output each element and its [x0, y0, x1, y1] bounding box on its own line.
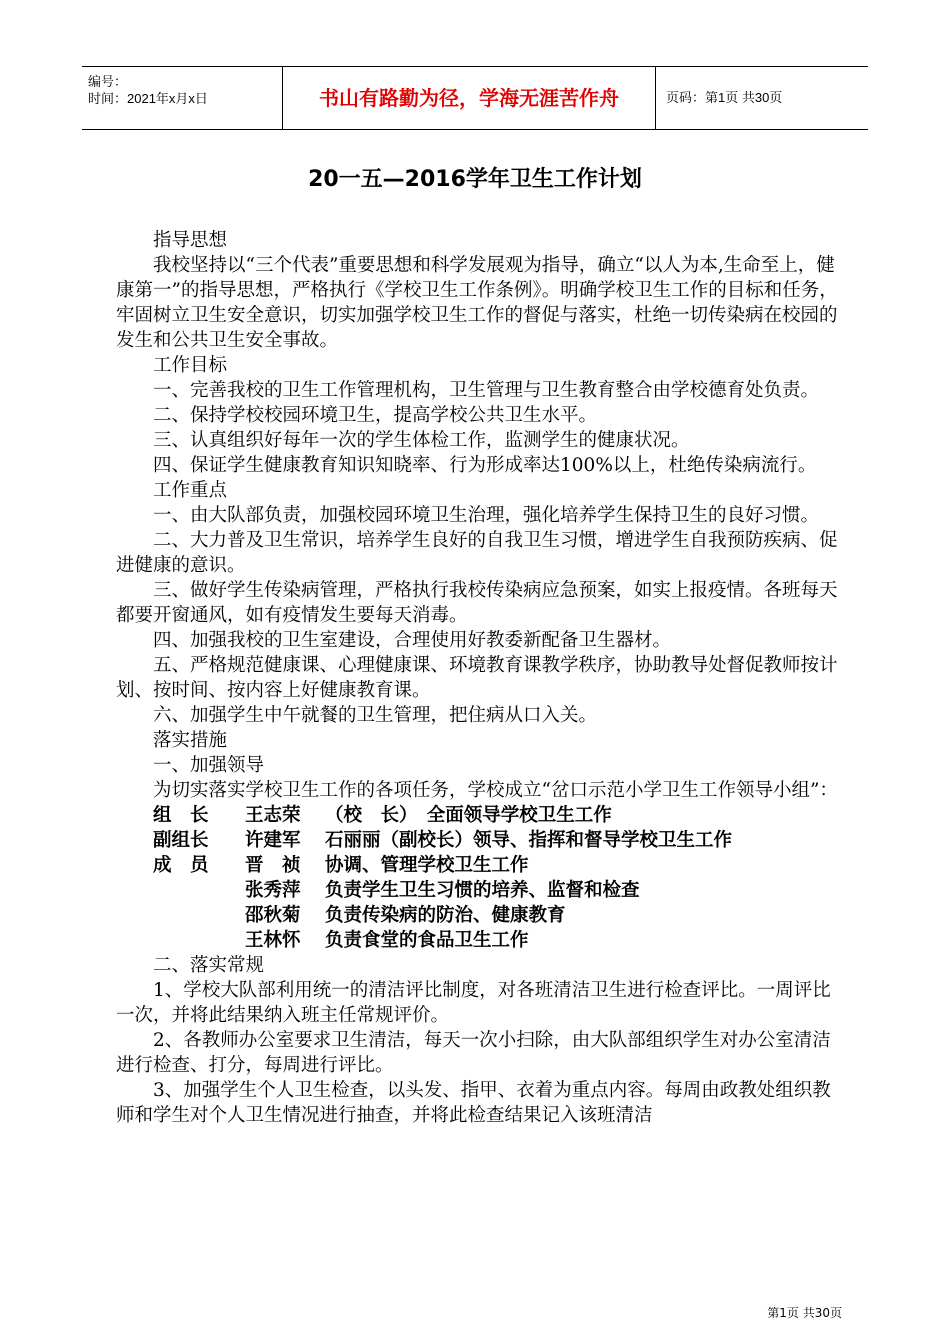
paragraph: 五、严格规范健康课、心理健康课、环境教育课教学秩序，协助教导处督促教师按计划、按时间、按内容上好健康教育课。: [116, 655, 838, 701]
paragraph: 三、认真组织好每年一次的学生体检工作，监测学生的健康状况。: [153, 430, 690, 451]
org-row: [116, 853, 842, 878]
paragraph: 1、学校大队部利用统一的清洁评比制度，对各班清洁卫生进行检查评比。一周评比一次，并将此结果纳入班主任常规评价。: [116, 980, 831, 1026]
org-duty: 负责传染病的防治、健康教育: [325, 905, 566, 926]
section-heading: 工作目标: [153, 355, 228, 376]
org-name: 王林怀: [245, 930, 301, 951]
paragraph: 为切实落实学校卫生工作的各项任务，学校成立“岔口示范小学卫生工作领导小组”：: [153, 780, 838, 801]
subsection-heading: 一、加强领导: [153, 755, 265, 776]
org-row: [116, 903, 842, 928]
org-row: [116, 803, 842, 828]
paragraph: 六、加强学生中午就餐的卫生管理，把住病从口入关。: [153, 705, 598, 726]
page-footer: 第1页 共30页: [767, 1306, 842, 1320]
header-page-number: 页码：第1页 共30页: [666, 90, 783, 105]
org-name: 张秀萍: [245, 880, 301, 901]
header-motto: 书山有路勤为径，学海无涯苦作舟: [282, 67, 656, 129]
org-name: 晋 祯: [245, 855, 301, 876]
org-role: 组 长: [153, 805, 209, 826]
document-title: 20一五—2016学年卫生工作计划: [308, 167, 642, 192]
paragraph: 2、各教师办公室要求卫生清洁，每天一次小扫除，由大队部组织学生对办公室清洁进行检查、打分，每周进行评比。: [116, 1030, 831, 1076]
time-label: 时间：2021年x月x日: [88, 91, 208, 106]
subsection-heading: 二、落实常规: [153, 955, 265, 976]
paragraph: 四、加强我校的卫生室建设，合理使用好教委新配备卫生器材。: [153, 630, 672, 651]
org-duty: 负责食堂的食品卫生工作: [325, 930, 529, 951]
org-duty: 协调、管理学校卫生工作: [325, 855, 529, 876]
org-duty: 石丽丽（副校长）领导、指挥和督导学校卫生工作: [325, 830, 733, 851]
page-header: [82, 66, 868, 130]
header-meta: [82, 67, 282, 129]
paragraph: 四、保证学生健康教育知识知晓率、行为形成率达100%以上，杜绝传染病流行。: [153, 455, 817, 476]
org-name: 许建军: [245, 830, 301, 851]
org-row: [116, 928, 842, 953]
org-row: [116, 828, 842, 853]
paragraph: 二、保持学校校园环境卫生，提高学校公共卫生水平。: [153, 405, 598, 426]
number-label: 编号：: [88, 74, 128, 89]
paragraph: 3、加强学生个人卫生检查，以头发、指甲、衣着为重点内容。每周由政教处组织教师和学生对个人卫生情况进行抽查，并将此检查结果记入该班清洁: [116, 1080, 831, 1126]
section-heading: 落实措施: [153, 730, 228, 751]
paragraph: 二、大力普及卫生常识，培养学生良好的自我卫生习惯，增进学生自我预防疾病、促进健康的意识。: [116, 530, 838, 576]
org-duty: 负责学生卫生习惯的培养、监督和检查: [325, 880, 640, 901]
org-name: 王志荣: [245, 805, 301, 826]
section-heading: 工作重点: [153, 480, 228, 501]
org-duty: （校 长） 全面领导学校卫生工作: [325, 805, 612, 826]
org-name: 邵秋菊: [245, 905, 301, 926]
org-role: 成 员: [153, 855, 209, 876]
paragraph: 一、完善我校的卫生工作管理机构，卫生管理与卫生教育整合由学校德育处负责。: [153, 380, 820, 401]
paragraph: 一、由大队部负责，加强校园环境卫生治理，强化培养学生保持卫生的良好习惯。: [153, 505, 820, 526]
document-body: [116, 228, 842, 1128]
paragraph: 我校坚持以“三个代表”重要思想和科学发展观为指导，确立“以人为本,生命至上，健康第一”的指导思想，严格执行《学校卫生工作条例》。明确学校卫生工作的目标和任务，牢固树立卫生安全意识，切实加强学校卫生工作的督促与落实，杜绝一切传染病在校园的发生和公共卫生安全事故。: [116, 255, 838, 351]
section-heading: 指导思想: [153, 230, 228, 251]
org-role: 副组长: [153, 830, 209, 851]
paragraph: 三、做好学生传染病管理，严格执行我校传染病应急预案，如实上报疫情。各班每天都要开窗通风，如有疫情发生要每天消毒。: [116, 580, 838, 626]
org-row: [116, 878, 842, 903]
